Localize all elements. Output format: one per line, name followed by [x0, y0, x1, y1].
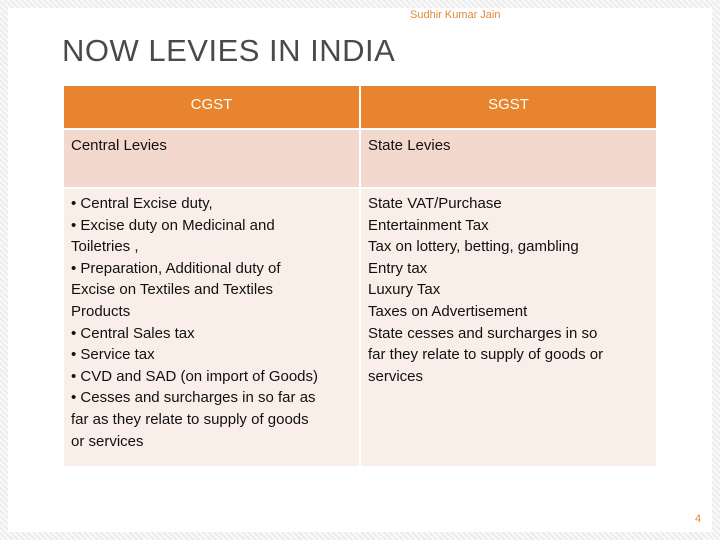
table-cell [360, 188, 656, 466]
table-row [64, 188, 656, 466]
author-label: Sudhir Kumar Jain [410, 9, 501, 21]
list-item: State cesses and surcharges in so [368, 324, 598, 342]
table-row [64, 129, 656, 188]
list-item: Products [71, 302, 131, 320]
page-number: 4 [695, 513, 702, 525]
central-levies-text: Central Levies [71, 137, 167, 154]
slide-title: NOW LEVIES IN INDIA [62, 33, 396, 68]
decorative-border-top [0, 0, 720, 8]
table-cell [360, 129, 656, 188]
list-item: Excise on Textiles and Textiles [71, 281, 274, 299]
list-item: • Service tax [71, 346, 155, 364]
decorative-border-bottom [0, 532, 720, 540]
list-item: • Cesses and surcharges in so far as [71, 389, 316, 407]
list-item: • Central Excise duty, [71, 195, 213, 212]
list-item: far as they relate to supply of goods [71, 410, 309, 428]
list-item: • CVD and SAD (on import of Goods) [71, 367, 319, 385]
table-cell [64, 129, 360, 188]
list-item: Entertainment Tax [368, 216, 489, 234]
decorative-border-right [712, 0, 720, 540]
list-item: Entry tax [368, 259, 428, 277]
list-item: Luxury Tax [368, 281, 441, 299]
state-levies-text: State Levies [368, 137, 451, 154]
decorative-border-left [0, 0, 8, 540]
sgst-items-list [361, 189, 656, 387]
list-item: Toiletries , [71, 238, 139, 256]
list-item: Tax on lottery, betting, gambling [368, 238, 579, 256]
list-item: far they relate to supply of goods or [368, 346, 604, 364]
table-cell [64, 188, 360, 466]
list-item: or services [71, 432, 144, 450]
list-item: services [368, 367, 424, 385]
levies-table [64, 86, 656, 466]
column-header-cgst: CGST [64, 86, 360, 129]
list-item: • Preparation, Additional duty of [71, 259, 281, 277]
cgst-items-list [64, 189, 359, 452]
column-header-sgst: SGST [360, 86, 656, 129]
list-item: State VAT/Purchase [368, 195, 502, 212]
table-header-row [64, 86, 656, 129]
list-item: • Excise duty on Medicinal and [71, 216, 275, 234]
list-item: • Central Sales tax [71, 324, 195, 342]
list-item: Taxes on Advertisement [368, 302, 528, 320]
